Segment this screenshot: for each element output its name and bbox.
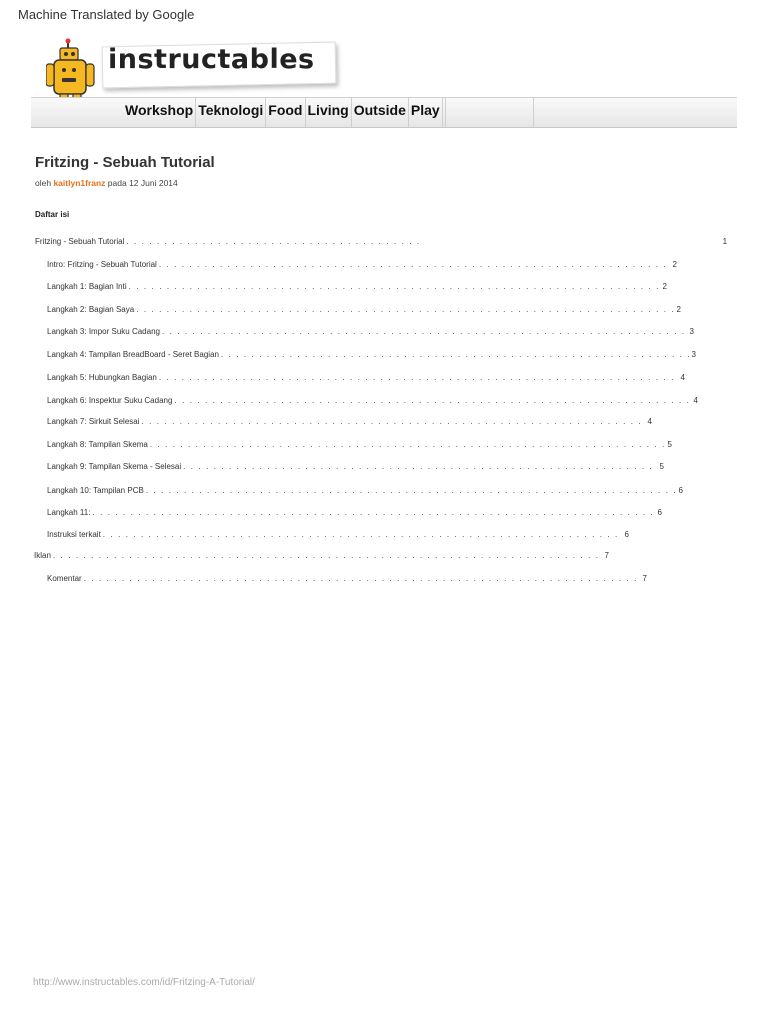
toc-entry-page: 4 <box>647 417 652 426</box>
toc-entry[interactable] <box>47 282 667 294</box>
toc-entry-page: 3 <box>691 350 696 359</box>
nav-bar <box>31 97 737 128</box>
logo-text: instructables <box>108 44 315 75</box>
toc-entry-page: 4 <box>680 373 685 382</box>
toc-heading: Daftar isi <box>35 210 70 219</box>
toc-entry[interactable] <box>47 462 664 474</box>
toc-entry-label: Intro: Fritzing - Sebuah Tutorial <box>47 260 157 269</box>
toc-entry-page: 1 <box>722 237 728 246</box>
toc-leader <box>159 260 671 269</box>
toc-leader <box>126 237 423 246</box>
toc-entry[interactable] <box>35 237 727 249</box>
toc-entry[interactable] <box>47 305 681 317</box>
nav-items <box>123 98 443 127</box>
toc-entry-label: Instruksi terkait <box>47 530 101 539</box>
toc-entry-page: 6 <box>624 530 629 539</box>
toc-leader <box>92 508 655 517</box>
machine-translated-banner: Machine Translated by Google <box>18 7 195 22</box>
byline <box>35 178 178 188</box>
toc-entry[interactable] <box>47 486 683 498</box>
toc-entry-label: Langkah 6: Inspektur Suku Cadang <box>47 396 173 405</box>
toc-entry-label: Langkah 11: <box>47 508 91 517</box>
footer-url-link[interactable]: http://www.instructables.com/id/Fritzing-A-Tutorial/ <box>33 977 255 988</box>
toc-entry-page: 6 <box>678 486 683 495</box>
toc-entry[interactable] <box>47 373 685 385</box>
toc-entry[interactable] <box>47 396 698 408</box>
toc-entry-page: 4 <box>693 396 698 405</box>
toc-entry-page: 5 <box>667 440 672 449</box>
byline-prefix: oleh <box>35 178 52 188</box>
toc-entry[interactable] <box>34 551 609 563</box>
toc-entry-page: 2 <box>672 260 677 269</box>
toc-entry-label: Langkah 2: Bagian Saya <box>47 305 135 314</box>
toc-entry[interactable] <box>47 350 696 362</box>
toc-entry-page: 2 <box>676 305 681 314</box>
toc-leader <box>174 396 691 405</box>
toc-entry[interactable] <box>47 508 662 520</box>
toc-leader <box>103 530 623 539</box>
toc-leader <box>142 417 646 426</box>
toc-entry-page: 6 <box>657 508 662 517</box>
toc-entry-label: Langkah 4: Tampilan BreadBoard - Seret Bagian <box>47 350 219 359</box>
toc-entry-label: Langkah 1: Bagian Inti <box>47 282 127 291</box>
toc-entry[interactable] <box>47 574 647 586</box>
toc-entry-page: 7 <box>642 574 647 583</box>
toc-entry-label: Langkah 10: Tampilan PCB <box>47 486 144 495</box>
toc-entry-page: 7 <box>604 551 609 560</box>
toc-entry-label: Iklan <box>34 551 51 560</box>
toc-leader <box>162 327 688 336</box>
toc-leader <box>129 282 661 291</box>
nav-item-play[interactable]: Play <box>409 98 443 127</box>
toc-entry-label: Langkah 7: Sirkuit Selesai <box>47 417 140 426</box>
toc-leader <box>136 305 674 314</box>
toc-entry[interactable] <box>47 530 629 542</box>
nav-item-workshop[interactable]: Workshop <box>123 98 196 127</box>
nav-item-outside[interactable]: Outside <box>352 98 409 127</box>
toc-entry-page: 2 <box>662 282 667 291</box>
toc-entry-label: Langkah 3: Impor Suku Cadang <box>47 327 160 336</box>
toc-entry[interactable] <box>47 440 672 452</box>
toc-leader <box>221 350 690 359</box>
toc-leader <box>183 462 657 471</box>
toc-entry-label: Fritzing - Sebuah Tutorial <box>35 237 125 246</box>
author-link[interactable]: kaitlyn1franz <box>53 178 106 188</box>
toc-entry[interactable] <box>47 327 694 339</box>
toc-entry-label: Komentar <box>47 574 82 583</box>
toc-leader <box>146 486 677 495</box>
toc-leader <box>159 373 679 382</box>
byline-date: pada 12 Juni 2014 <box>107 178 178 188</box>
nav-divider <box>445 98 446 127</box>
nav-item-living[interactable]: Living <box>306 98 352 127</box>
toc-entry-page: 5 <box>659 462 664 471</box>
nav-item-teknologi[interactable]: Teknologi <box>196 98 266 127</box>
toc-entry-label: Langkah 5: Hubungkan Bagian <box>47 373 157 382</box>
nav-divider <box>533 98 534 127</box>
toc-entry[interactable] <box>47 260 677 272</box>
toc-entry-label: Langkah 9: Tampilan Skema - Selesai <box>47 462 182 471</box>
nav-item-food[interactable]: Food <box>266 98 305 127</box>
toc-entry[interactable] <box>47 417 652 429</box>
article-title: Fritzing - Sebuah Tutorial <box>35 154 215 171</box>
toc-entry-page: 3 <box>689 327 694 336</box>
toc-leader <box>150 440 666 449</box>
toc-leader <box>84 574 641 583</box>
toc-entry-label: Langkah 8: Tampilan Skema <box>47 440 148 449</box>
toc-leader <box>53 551 603 560</box>
